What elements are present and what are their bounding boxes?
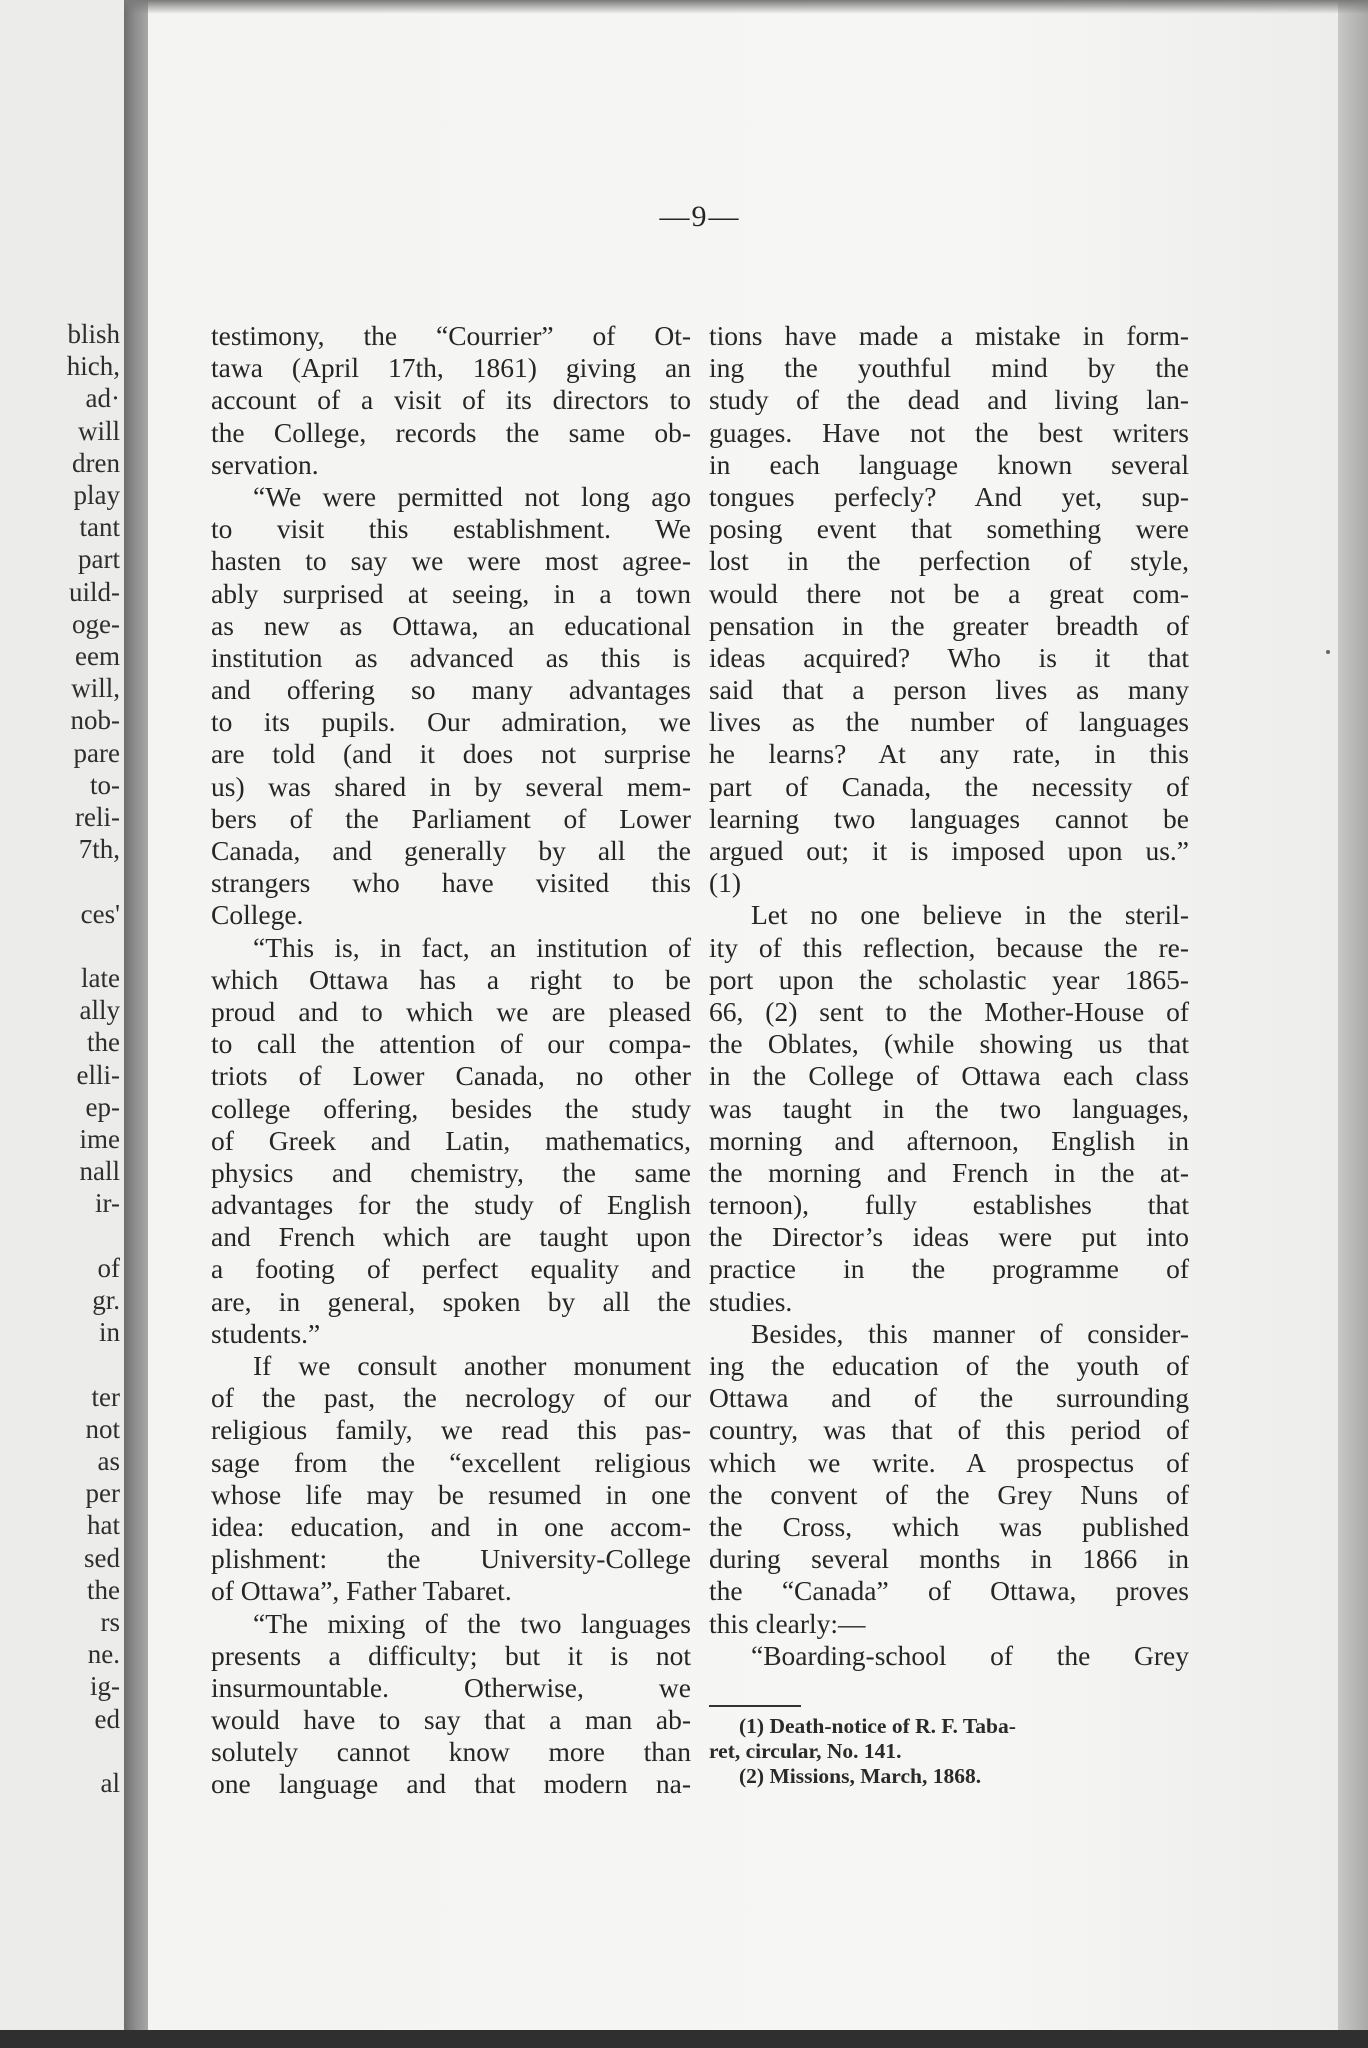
- fragment-line: uild-: [69, 576, 120, 607]
- text-line: morning and afternoon, English in: [709, 1124, 1189, 1156]
- text-line: students.”: [211, 1317, 321, 1349]
- page-number: —9—: [659, 200, 741, 233]
- fragment-line: will,: [71, 673, 120, 704]
- fragment-line: the: [87, 1027, 120, 1058]
- fragment-line: tant: [79, 512, 120, 543]
- text-line: to its pupils. Our admiration, we: [211, 706, 691, 738]
- text-line: to visit this establishment. We: [211, 513, 691, 545]
- fragment-line: hat: [87, 1510, 120, 1541]
- text-line: “We were permitted not long ago: [253, 480, 691, 512]
- text-line: lost in the perfection of style,: [709, 545, 1189, 577]
- text-line: in each language known several: [709, 448, 1189, 480]
- fragment-line: to-: [90, 769, 120, 800]
- page-edge-shadow: [1338, 0, 1368, 2048]
- fragment-line: ad·: [85, 383, 120, 414]
- fragment-line: ed: [94, 1703, 120, 1734]
- page-speck: [1326, 650, 1330, 654]
- text-line: solutely cannot know more than: [211, 1736, 691, 1768]
- text-line: the Cross, which was published: [709, 1510, 1189, 1542]
- text-line: Let no one believe in the steril-: [751, 899, 1189, 931]
- text-line: pensation in the greater breadth of: [709, 609, 1189, 641]
- text-line: the morning and French in the at-: [709, 1156, 1189, 1188]
- text-line: the Oblates, (while showing us that: [709, 1028, 1189, 1060]
- text-line: tawa (April 17th, 1861) giving an: [211, 352, 691, 384]
- text-line: are, in general, spoken by all the: [211, 1285, 691, 1317]
- left-text-column: [211, 320, 691, 1801]
- text-line: argued out; it is imposed upon us.”: [709, 835, 1189, 866]
- fragment-line: ep-: [85, 1091, 120, 1122]
- text-line: insurmountable. Otherwise, we: [211, 1671, 691, 1703]
- fragment-line: gr.: [92, 1285, 120, 1315]
- text-line: Ottawa and of the surrounding: [709, 1382, 1189, 1414]
- text-line: plishment: the University-College: [211, 1543, 691, 1575]
- text-line: studies.: [709, 1285, 793, 1317]
- fragment-line: nob-: [70, 705, 120, 736]
- text-line: one language and that modern na-: [211, 1768, 691, 1800]
- footnotes: [709, 1714, 1189, 1789]
- text-line: triots of Lower Canada, no other: [211, 1060, 691, 1092]
- fragment-line: part: [78, 544, 120, 575]
- text-line: hasten to say we were most agree-: [211, 545, 691, 577]
- text-line: whose life may be resumed in one: [211, 1478, 691, 1510]
- fragment-line: ally: [79, 995, 120, 1026]
- text-line: part of Canada, the necessity of: [709, 770, 1189, 802]
- fragment-line: dren: [72, 447, 120, 478]
- text-line: of the past, the necrology of our: [211, 1382, 691, 1414]
- text-line: sage from the “excellent religious: [211, 1446, 691, 1478]
- text-line: which Ottawa has a right to be: [211, 963, 691, 995]
- text-line: account of a visit of its directors to: [211, 384, 691, 416]
- text-line: said that a person lives as many: [709, 674, 1189, 706]
- fragment-line: ter: [91, 1381, 120, 1412]
- text-line: ity of this reflection, because the re-: [709, 931, 1189, 963]
- text-line: proud and to which we are pleased: [211, 995, 691, 1027]
- text-line: during several months in 1866 in: [709, 1543, 1189, 1575]
- text-line: are told (and it does not surprise: [211, 738, 691, 770]
- text-line: of Ottawa”, Father Tabaret.: [211, 1575, 512, 1607]
- text-line: ternoon), fully establishes that: [709, 1189, 1189, 1221]
- text-line: study of the dead and living lan-: [709, 384, 1189, 416]
- text-line: tongues perfecly? And yet, sup-: [709, 480, 1189, 512]
- book-gutter-shadow: [124, 0, 148, 2048]
- text-line: college offering, besides the study: [211, 1092, 691, 1124]
- text-line: us) was shared in by several mem-: [211, 770, 691, 802]
- text-line: servation.: [211, 448, 319, 480]
- text-line: bers of the Parliament of Lower: [211, 802, 691, 834]
- fragment-line: nall: [79, 1156, 120, 1187]
- fragment-line: in: [98, 1317, 120, 1348]
- text-line: would have to say that a man ab-: [211, 1704, 691, 1736]
- text-line: as new as Ottawa, an educational: [211, 609, 691, 641]
- scan-bottom-border: [0, 2030, 1368, 2048]
- text-line: “Boarding-school of the Grey: [751, 1639, 1189, 1671]
- text-line: ing the youthful mind by the: [709, 352, 1189, 384]
- fragment-line: of: [97, 1252, 120, 1283]
- fragment-line: oge-: [72, 608, 120, 639]
- text-line: this clearly:—: [709, 1607, 866, 1639]
- fragment-line: ig-: [90, 1671, 120, 1702]
- text-line: would there not be a great com-: [709, 577, 1189, 609]
- fragment-line: not: [85, 1413, 120, 1444]
- text-line: advantages for the study of English: [211, 1189, 691, 1221]
- text-line: strangers who have visited this: [211, 867, 691, 899]
- fragment-line: hich,: [66, 351, 120, 382]
- text-line: ideas acquired? Who is it that: [709, 641, 1189, 673]
- text-line: practice in the programme of: [709, 1253, 1189, 1285]
- text-line: learning two languages cannot be: [709, 802, 1189, 834]
- text-line: which we write. A prospectus of: [709, 1446, 1189, 1478]
- text-line: testimony, the “Courrier” of Ot-: [211, 320, 691, 351]
- previous-page-fragment: [0, 0, 124, 2048]
- text-line: idea: education, and in one accom-: [211, 1510, 691, 1542]
- text-line: institution as advanced as this is: [211, 641, 691, 673]
- fragment-line: the: [87, 1574, 120, 1605]
- text-line: Besides, this manner of consider-: [751, 1317, 1189, 1349]
- text-line: Canada, and generally by all the: [211, 835, 691, 866]
- text-line: 66, (2) sent to the Mother-House of: [709, 995, 1189, 1027]
- text-line: If we consult another monument: [253, 1350, 691, 1381]
- fragment-line: blish: [67, 319, 120, 349]
- text-line: of Greek and Latin, mathematics,: [211, 1124, 691, 1156]
- fragment-line: ime: [79, 1124, 120, 1154]
- text-line: College.: [211, 899, 304, 931]
- text-line: guages. Have not the best writers: [709, 416, 1189, 448]
- text-line: to call the attention of our compa-: [211, 1028, 691, 1060]
- text-line: “The mixing of the two languages: [253, 1607, 691, 1639]
- fragment-line: ne.: [87, 1639, 120, 1670]
- fragment-line: per: [85, 1478, 120, 1509]
- text-line: “This is, in fact, an institution of: [253, 931, 691, 963]
- text-line: the College, records the same ob-: [211, 416, 691, 448]
- fragment-line: eem: [75, 641, 120, 671]
- footnote-line: (1) Death-notice of R. F. Taba-: [739, 1714, 1016, 1738]
- text-line: and French which are taught upon: [211, 1221, 691, 1253]
- fragment-line: as: [97, 1446, 120, 1476]
- fragment-line: sed: [84, 1542, 120, 1573]
- fragment-line: ces': [80, 898, 120, 929]
- fragment-line: ir-: [95, 1188, 120, 1219]
- text-line: port upon the scholastic year 1865-: [709, 963, 1189, 995]
- text-line: ably surprised at seeing, in a town: [211, 577, 691, 609]
- text-line: lives as the number of languages: [709, 706, 1189, 738]
- fragment-line: late: [81, 963, 120, 993]
- fragment-line: elli-: [76, 1059, 120, 1090]
- footnote-line: (2) Missions, March, 1868.: [739, 1764, 982, 1788]
- text-line: the Director’s ideas were put into: [709, 1221, 1189, 1253]
- text-line: religious family, we read this pas-: [211, 1414, 691, 1446]
- fragment-line: 7th,: [78, 834, 120, 865]
- text-line: tions have made a mistake in form-: [709, 320, 1189, 351]
- fragment-line: rs: [100, 1607, 120, 1637]
- text-line: presents a difficulty; but it is not: [211, 1639, 691, 1671]
- fragment-line: play: [73, 480, 120, 510]
- footnote-line: ret, circular, No. 141.: [709, 1739, 902, 1763]
- text-line: the convent of the Grey Nuns of: [709, 1478, 1189, 1510]
- text-line: he learns? At any rate, in this: [709, 738, 1189, 770]
- text-line: was taught in the two languages,: [709, 1092, 1189, 1124]
- text-line: country, was that of this period of: [709, 1414, 1189, 1446]
- text-line: a footing of perfect equality and: [211, 1253, 691, 1285]
- text-line: in the College of Ottawa each class: [709, 1060, 1189, 1092]
- fragment-line: will: [77, 415, 120, 446]
- text-line: and offering so many advantages: [211, 674, 691, 706]
- top-edge-shadow: [124, 0, 1368, 14]
- footnote-divider: [709, 1705, 801, 1707]
- text-line: ing the education of the youth of: [709, 1350, 1189, 1381]
- text-line: physics and chemistry, the same: [211, 1156, 691, 1188]
- text-line: posing event that something were: [709, 513, 1189, 545]
- fragment-line: al: [100, 1768, 120, 1798]
- text-line: (1): [709, 867, 742, 899]
- right-text-column: [709, 320, 1189, 1672]
- text-line: the “Canada” of Ottawa, proves: [709, 1575, 1189, 1607]
- fragment-line: pare: [73, 737, 120, 768]
- fragment-line: reli-: [75, 802, 120, 832]
